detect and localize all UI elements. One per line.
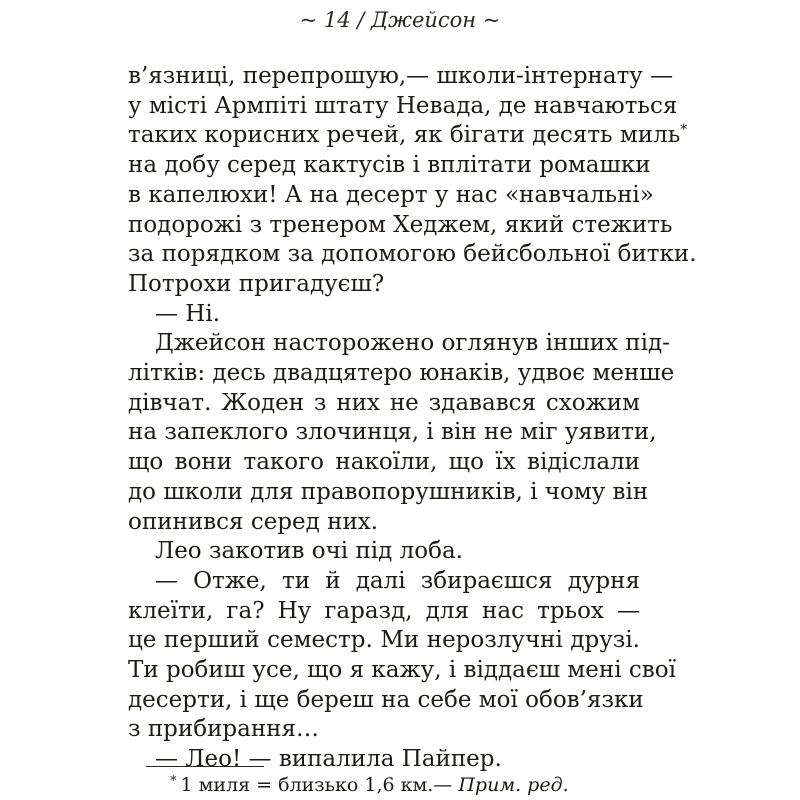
text-line: — Отже, ти й далі збираєшся дурня bbox=[155, 567, 640, 594]
text-line: опинився серед них. bbox=[128, 508, 379, 535]
text-line: з прибирання… bbox=[128, 716, 320, 743]
text-line: літків: десь двадцятеро юнаків, удвоє менше bbox=[128, 360, 675, 387]
footnote-marker: * bbox=[170, 774, 177, 789]
text-line: що вони такого накоїли, що їх відіслали bbox=[128, 449, 640, 476]
text-line: — Лео! — випалила Пайпер. bbox=[155, 746, 502, 773]
text-line: за порядком за допомогою бейсбольної битки. bbox=[128, 241, 697, 268]
text-line: на запеклого злочинця, і він не міг уявити, bbox=[128, 419, 657, 446]
text-line: десерти, і ще береш на себе мої обов’язки bbox=[128, 686, 644, 713]
body-text bbox=[128, 62, 697, 775]
footnote bbox=[170, 770, 640, 797]
footnote-text: 1 миля = близько 1,6 км.— bbox=[180, 774, 453, 796]
footnote-divider bbox=[146, 766, 264, 767]
text-line: дівчат. Жоден з них не здавався схожим bbox=[128, 389, 640, 416]
text-line: це перший семестр. Ми нерозлучні друзі. bbox=[128, 627, 640, 654]
footnote-source: Прим. ред. bbox=[458, 774, 569, 796]
text-line: Ти робиш усе, що я кажу, і віддаєш мені свої bbox=[128, 657, 676, 684]
text-line: Лео закотив очі під лоба. bbox=[155, 538, 463, 565]
footnote-reference: * bbox=[680, 122, 688, 139]
text-line: Потрохи пригадуєш? bbox=[128, 270, 385, 297]
text-line: у місті Армпіті штату Невада, де навчаються bbox=[128, 92, 678, 119]
text-line bbox=[128, 121, 688, 151]
text-line: до школи для правопорушників, і чому він bbox=[128, 478, 649, 505]
running-head: ~ 14 / Джейсон ~ bbox=[299, 8, 501, 32]
text-line: Джейсон насторожено оглянув інших під- bbox=[155, 330, 670, 357]
text-line: подорожі з тренером Хеджем, який стежить bbox=[128, 211, 673, 238]
text-line-content: таких корисних речей, як бігати десять миль bbox=[128, 122, 681, 149]
text-line: в капелюхи! А на десерт у нас «навчальні» bbox=[128, 181, 654, 208]
text-line: на добу серед кактусів і вплітати ромашки bbox=[128, 152, 651, 179]
text-line: — Ні. bbox=[155, 300, 221, 327]
text-line: клеїти, га? Ну гаразд, для нас трьох — bbox=[128, 597, 640, 624]
text-line: в’язниці, перепрошую,— школи-інтернату — bbox=[128, 63, 674, 89]
